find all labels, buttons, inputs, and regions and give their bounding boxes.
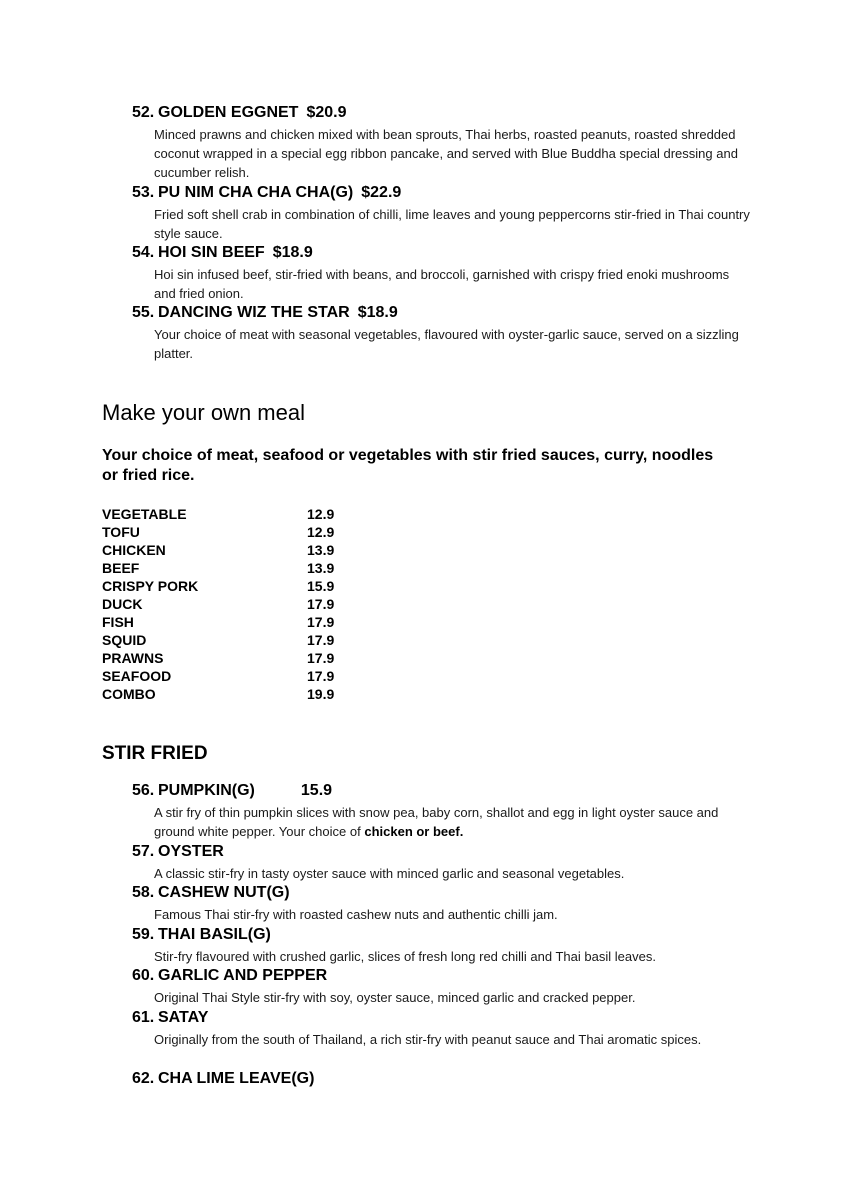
- price-row: [102, 667, 342, 685]
- item-price: $18.9: [357, 304, 398, 321]
- item-number: 57.: [132, 843, 155, 860]
- price-value: 13.9: [307, 560, 335, 576]
- item-name: GOLDEN EGGNET: [158, 104, 299, 121]
- price-name: BEEF: [102, 560, 140, 576]
- price-row: [102, 505, 342, 523]
- item-description: Stir-fry flavoured with crushed garlic, slices of fresh long red chilli and Thai basil leaves.: [154, 949, 656, 964]
- item-name: HOI SIN BEEF: [158, 244, 265, 261]
- price-value: 17.9: [307, 614, 335, 630]
- item-price: $18.9: [272, 244, 313, 261]
- price-name: FISH: [102, 614, 134, 630]
- item-name: PU NIM CHA CHA CHA(G): [158, 184, 354, 201]
- price-row: [102, 631, 342, 649]
- meat-price-list: [102, 505, 342, 703]
- menu-item-cashew-nut: [132, 883, 752, 924]
- item-number: 56.: [132, 782, 155, 799]
- item-name: THAI BASIL(G): [158, 926, 271, 943]
- item-price: $20.9: [306, 104, 347, 121]
- description-text: A stir fry of thin pumpkin slices with snow pea, baby corn, shallot and egg in light oyster sauce and ground white pepper. Your choice of: [154, 805, 719, 839]
- item-number: 60.: [132, 967, 155, 984]
- price-name: SQUID: [102, 632, 147, 648]
- item-number: 55.: [132, 304, 155, 321]
- price-name: COMBO: [102, 686, 156, 702]
- item-heading: [132, 303, 752, 323]
- item-heading: [132, 966, 752, 986]
- item-description: Fried soft shell crab in combination of chilli, lime leaves and young peppercorns stir-fried in Thai country style sauce.: [154, 207, 750, 241]
- item-name: CHA LIME LEAVE(G): [158, 1070, 315, 1087]
- price-row: [102, 559, 342, 577]
- item-heading: [132, 925, 752, 945]
- menu-item-satay: [132, 1008, 752, 1049]
- item-price: $22.9: [361, 184, 402, 201]
- item-name: SATAY: [158, 1009, 209, 1026]
- item-heading: [132, 781, 752, 801]
- price-row: [102, 595, 342, 613]
- item-number: 53.: [132, 184, 155, 201]
- price-name: CHICKEN: [102, 542, 166, 558]
- item-description: A classic stir-fry in tasty oyster sauce with minced garlic and seasonal vegetables.: [154, 866, 625, 881]
- description-emphasis: chicken or beef.: [364, 824, 464, 839]
- item-description: Your choice of meat with seasonal vegetables, flavoured with oyster-garlic sauce, served on a sizzling platter.: [154, 327, 739, 361]
- price-name: TOFU: [102, 524, 140, 540]
- item-heading: [132, 842, 752, 862]
- price-row: [102, 613, 342, 631]
- price-row: [102, 577, 342, 595]
- menu-item-oyster: [132, 842, 752, 883]
- price-name: SEAFOOD: [102, 668, 172, 684]
- menu-item-hoi-sin-beef: [132, 243, 752, 303]
- price-value: 12.9: [307, 506, 335, 522]
- price-value: 13.9: [307, 542, 335, 558]
- price-row: [102, 649, 342, 667]
- item-name: PUMPKIN(G): [158, 782, 255, 799]
- item-name: CASHEW NUT(G): [158, 884, 290, 901]
- price-name: PRAWNS: [102, 650, 164, 666]
- item-name: GARLIC AND PEPPER: [158, 967, 328, 984]
- item-description: [154, 803, 752, 841]
- price-row: [102, 523, 342, 541]
- item-heading: [132, 183, 752, 203]
- price-value: 12.9: [307, 524, 335, 540]
- item-description: Minced prawns and chicken mixed with bean sprouts, Thai herbs, roasted peanuts, roasted shredded coconut wrapped in a special egg ribbon pancake, and served with Blue Buddha special dressing and cucumber relish.: [154, 127, 738, 180]
- menu-item-thai-basil: [132, 925, 752, 966]
- menu-item-pu-nim-cha-cha-cha: [132, 183, 752, 243]
- item-heading: [132, 1069, 752, 1089]
- price-value: 19.9: [307, 686, 335, 702]
- price-value: 17.9: [307, 650, 335, 666]
- item-description: Original Thai Style stir-fry with soy, oyster sauce, minced garlic and cracked pepper.: [154, 990, 636, 1005]
- price-value: 17.9: [307, 632, 335, 648]
- item-heading: [132, 103, 752, 123]
- item-heading: [132, 1008, 752, 1028]
- item-heading: [132, 883, 752, 903]
- item-number: 59.: [132, 926, 155, 943]
- item-number: 62.: [132, 1070, 155, 1087]
- make-your-own-title: Make your own meal: [102, 400, 305, 425]
- stir-fried-title: STIR FRIED: [102, 743, 208, 764]
- item-name: OYSTER: [158, 843, 224, 860]
- price-name: VEGETABLE: [102, 506, 187, 522]
- item-number: 61.: [132, 1009, 155, 1026]
- item-number: 52.: [132, 104, 155, 121]
- item-number: 54.: [132, 244, 155, 261]
- menu-item-pumpkin: [132, 781, 752, 841]
- menu-item-golden-eggnet: [132, 103, 752, 182]
- price-name: DUCK: [102, 596, 143, 612]
- item-description: Originally from the south of Thailand, a rich stir-fry with peanut sauce and Thai aromatic spices.: [154, 1032, 702, 1047]
- item-name: DANCING WIZ THE STAR: [158, 304, 350, 321]
- price-row: [102, 685, 342, 703]
- price-name: CRISPY PORK: [102, 578, 199, 594]
- item-description: Hoi sin infused beef, stir-fried with beans, and broccoli, garnished with crispy fried enoki mushrooms and fried onion.: [154, 267, 730, 301]
- menu-item-cha-lime-leave: [132, 1069, 752, 1089]
- item-description: Famous Thai stir-fry with roasted cashew nuts and authentic chilli jam.: [154, 907, 558, 922]
- item-number: 58.: [132, 884, 155, 901]
- menu-item-dancing-wiz-the-star: [132, 303, 752, 363]
- item-heading: [132, 243, 752, 263]
- menu-item-garlic-and-pepper: [132, 966, 752, 1007]
- price-value: 17.9: [307, 596, 335, 612]
- make-your-own-intro: Your choice of meat, seafood or vegetables with stir fried sauces, curry, noodles or fried rice.: [102, 447, 714, 484]
- item-price: 15.9: [300, 782, 333, 799]
- price-value: 17.9: [307, 668, 335, 684]
- price-row: [102, 541, 342, 559]
- price-value: 15.9: [307, 578, 335, 594]
